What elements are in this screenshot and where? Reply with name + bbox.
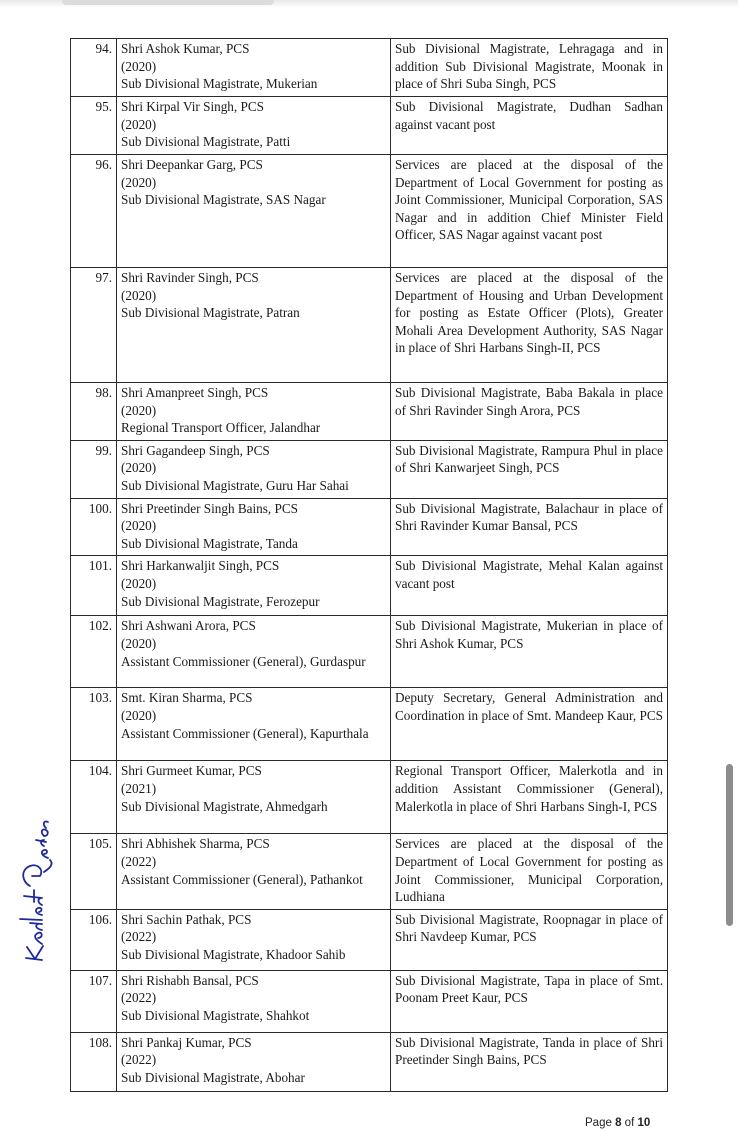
- table-row: [71, 688, 668, 761]
- new-posting: Sub Divisional Magistrate, Lehragaga and in addition Sub Divisional Magistrate, Moonak in place of Shri Suba Singh, PCS: [391, 39, 668, 97]
- table-row: [71, 97, 668, 155]
- officer-name: Shri Pankaj Kumar, PCS: [121, 1034, 252, 1050]
- serial-number: 104.: [71, 761, 117, 834]
- officer-name: Shri Ashok Kumar, PCS: [121, 41, 250, 56]
- current-posting: Assistant Commissioner (General), Pathankot: [121, 871, 363, 887]
- officer-cell: [117, 1032, 391, 1091]
- table-row: [71, 970, 668, 1032]
- current-posting: Sub Divisional Magistrate, Patti: [121, 134, 291, 150]
- signature-stroke: [42, 850, 52, 872]
- current-posting: Sub Divisional Magistrate, Ferozepur: [121, 593, 320, 609]
- current-posting: Sub Divisional Magistrate, Shahkot: [121, 1007, 310, 1023]
- officer-cell: [117, 616, 391, 688]
- officer-cell: [117, 39, 391, 97]
- new-posting: Sub Divisional Magistrate, Tapa in place of Smt. Poonam Preet Kaur, PCS: [391, 970, 668, 1032]
- current-posting: Sub Divisional Magistrate, Khadoor Sahib: [121, 946, 346, 962]
- officer-name: Shri Sachin Pathak, PCS: [121, 911, 252, 927]
- new-posting: Sub Divisional Magistrate, Mukerian in place of Shri Ashok Kumar, PCS: [391, 616, 668, 688]
- new-posting: Sub Divisional Magistrate, Roopnagar in place of Shri Navdeep Kumar, PCS: [391, 909, 668, 970]
- officer-name: Shri Ashwani Arora, PCS: [121, 618, 256, 634]
- current-posting: Sub Divisional Magistrate, Abohar: [121, 1069, 305, 1085]
- signature-stroke: [24, 890, 42, 905]
- table-row: [71, 440, 668, 498]
- serial-number: 100.: [71, 498, 117, 556]
- officer-cell: [117, 440, 391, 498]
- scrollbar-thumb[interactable]: [726, 764, 733, 926]
- serial-number: 96.: [71, 155, 117, 268]
- officer-name: Shri Gurmeet Kumar, PCS: [121, 763, 262, 779]
- serial-number: 95.: [71, 97, 117, 155]
- officer-batch: (2020): [121, 635, 157, 651]
- page-number: [585, 1117, 650, 1129]
- table-row: [71, 498, 668, 556]
- officer-batch: (2021): [121, 780, 157, 796]
- new-posting: Sub Divisional Magistrate, Balachaur in place of Shri Ravinder Kumar Bansal, PCS: [391, 498, 668, 556]
- table-row: [71, 39, 668, 97]
- current-posting: Sub Divisional Magistrate, Ahmedgarh: [121, 798, 328, 814]
- officer-name: Shri Preetinder Singh Bains, PCS: [121, 500, 298, 516]
- serial-number: 94.: [71, 39, 117, 97]
- serial-number: 102.: [71, 616, 117, 688]
- table-row: [71, 268, 668, 383]
- current-posting: Regional Transport Officer, Jalandhar: [121, 420, 321, 436]
- officer-name: Shri Kirpal Vir Singh, PCS: [121, 99, 264, 114]
- table-row: [71, 155, 668, 268]
- officer-name: Shri Harkanwaljit Singh, PCS: [121, 558, 280, 574]
- table-row: [71, 1032, 668, 1091]
- current-posting: Assistant Commissioner (General), Kapurthala: [121, 725, 369, 741]
- current-posting: Sub Divisional Magistrate, SAS Nagar: [121, 192, 326, 208]
- signature-stroke: [30, 923, 42, 930]
- officer-batch: (2022): [121, 853, 157, 869]
- serial-number: 99.: [71, 440, 117, 498]
- officer-cell: [117, 268, 391, 383]
- table-row: [71, 556, 668, 616]
- officer-batch: (2020): [121, 174, 157, 190]
- officer-cell: [117, 97, 391, 155]
- serial-number: 97.: [71, 268, 117, 383]
- officer-batch: (2020): [121, 460, 157, 476]
- serial-number: 101.: [71, 556, 117, 616]
- officer-batch: (2020): [121, 575, 157, 591]
- current-posting: Sub Divisional Magistrate, Guru Har Sahai: [121, 477, 349, 493]
- current-posting: Assistant Commissioner (General), Gurdaspur: [121, 653, 366, 669]
- officer-batch: (2020): [121, 58, 157, 74]
- top-tab: [62, 0, 274, 5]
- serial-number: 105.: [71, 834, 117, 909]
- signature-stroke: [26, 946, 43, 960]
- current-posting: Sub Divisional Magistrate, Mukerian: [121, 76, 318, 92]
- table-row: [71, 909, 668, 970]
- new-posting: Sub Divisional Magistrate, Mehal Kalan against vacant post: [391, 556, 668, 616]
- new-posting: Sub Divisional Magistrate, Dudhan Sadhan against vacant post: [391, 97, 668, 155]
- officer-name: Shri Abhishek Sharma, PCS: [121, 836, 270, 852]
- new-posting: Deputy Secretary, General Administration and Coordination in place of Smt. Mandeep Kaur, PCS: [391, 688, 668, 761]
- table-row: [71, 383, 668, 441]
- current-posting: Sub Divisional Magistrate, Tanda: [121, 535, 298, 551]
- new-posting: Sub Divisional Magistrate, Rampura Phul in place of Shri Kanwarjeet Singh, PCS: [391, 440, 668, 498]
- officer-batch: (2022): [121, 990, 157, 1006]
- page-total: 10: [637, 1117, 651, 1129]
- table-row: [71, 834, 668, 909]
- signature-stroke: [35, 933, 42, 944]
- officer-batch: (2022): [121, 1052, 157, 1068]
- serial-number: 107.: [71, 970, 117, 1032]
- officer-cell: [117, 970, 391, 1032]
- officer-cell: [117, 909, 391, 970]
- current-posting: Sub Divisional Magistrate, Patran: [121, 305, 300, 321]
- new-posting: Services are placed at the disposal of the Department of Local Government for posting as Joint Commissioner, Municipal Corporation, Ludhiana: [391, 834, 668, 909]
- officer-batch: (2020): [121, 116, 157, 132]
- signature-strokes: [20, 821, 52, 960]
- new-posting: Regional Transport Officer, Malerkotla and in addition Assistant Commissioner (General), Malerkotla in place of Shri Harbans Singh-I, PCS: [391, 761, 668, 834]
- officer-name: Shri Amanpreet Singh, PCS: [121, 385, 269, 400]
- officer-batch: (2020): [121, 402, 157, 418]
- posting-orders-table: [70, 38, 668, 1092]
- new-posting: Services are placed at the disposal of the Department of Housing and Urban Development for posting as Estate Officer (Plots), Greater Mohali Area Development Authority, SAS Nagar in place of Shri Harbans Singh-II, PCS: [391, 268, 668, 383]
- signature-stroke: [23, 865, 41, 886]
- officer-batch: (2020): [121, 287, 157, 303]
- signature-stroke: [36, 821, 48, 846]
- officer-batch: (2020): [121, 707, 157, 723]
- new-posting: Sub Divisional Magistrate, Tanda in place of Shri Preetinder Singh Bains, PCS: [391, 1032, 668, 1091]
- officer-name: Shri Rishabh Bansal, PCS: [121, 972, 259, 988]
- signature: [8, 820, 64, 970]
- serial-number: 103.: [71, 688, 117, 761]
- officer-cell: [117, 498, 391, 556]
- officer-batch: (2022): [121, 929, 157, 945]
- officer-cell: [117, 834, 391, 909]
- officer-batch: (2020): [121, 518, 157, 534]
- page-prefix: Page: [585, 1117, 612, 1129]
- new-posting: Services are placed at the disposal of the Department of Local Government for posting as Joint Commissioner, Municipal Corporation, SAS Nagar and in addition Chief Minister Field Officer, SAS Nagar against vacant post: [391, 155, 668, 268]
- officer-name: Shri Ravinder Singh, PCS: [121, 270, 259, 285]
- officer-name: Smt. Kiran Sharma, PCS: [121, 690, 253, 706]
- new-posting: Sub Divisional Magistrate, Baba Bakala in place of Shri Ravinder Singh Arora, PCS: [391, 383, 668, 441]
- page-sep: of: [624, 1117, 635, 1129]
- serial-number: 106.: [71, 909, 117, 970]
- page-current: 8: [615, 1117, 622, 1129]
- officer-cell: [117, 761, 391, 834]
- officer-name: Shri Deepankar Garg, PCS: [121, 157, 263, 172]
- signature-stroke: [20, 908, 42, 920]
- officer-cell: [117, 383, 391, 441]
- officer-cell: [117, 688, 391, 761]
- officer-name: Shri Gagandeep Singh, PCS: [121, 442, 270, 458]
- officer-cell: [117, 556, 391, 616]
- officer-cell: [117, 155, 391, 268]
- table-row: [71, 616, 668, 688]
- serial-number: 98.: [71, 383, 117, 441]
- table-row: [71, 761, 668, 834]
- serial-number: 108.: [71, 1032, 117, 1091]
